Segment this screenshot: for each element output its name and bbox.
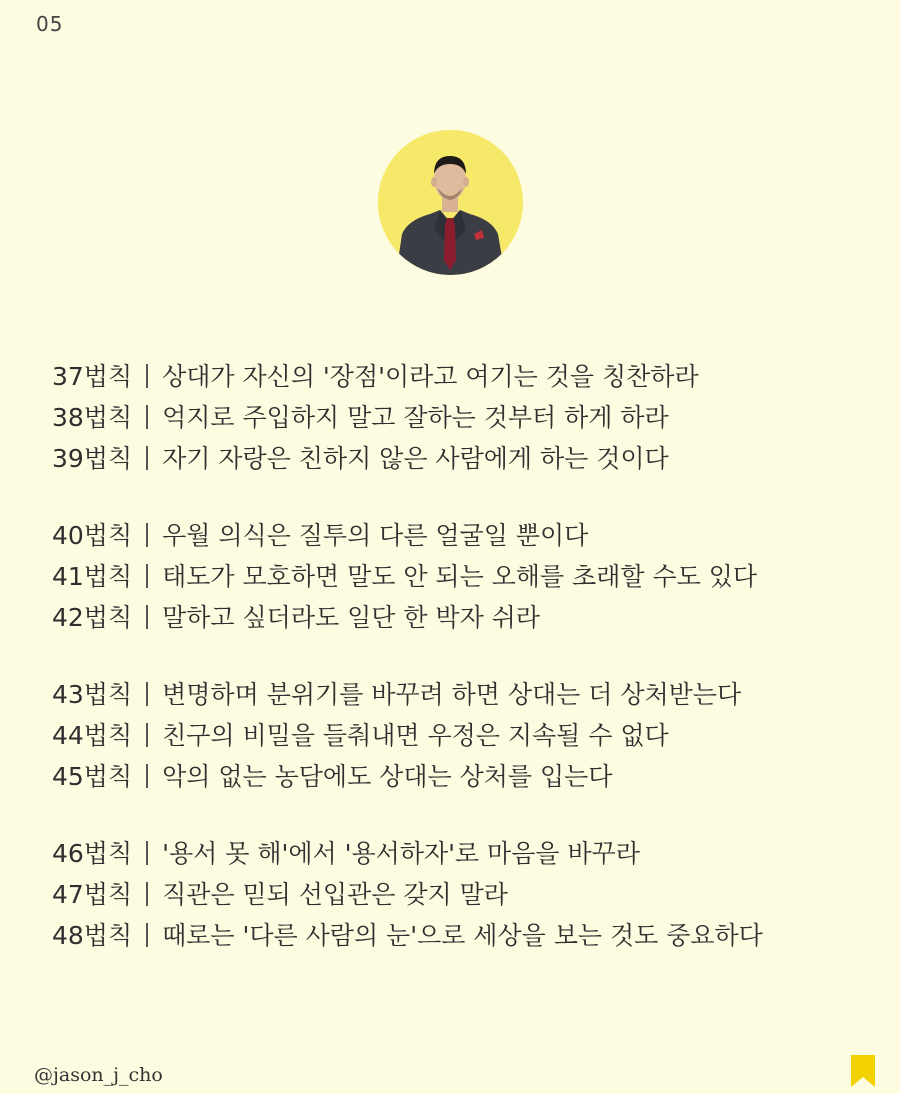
rule-number: 48법칙	[52, 921, 133, 950]
rule-text: 때로는 '다른 사람의 눈'으로 세상을 보는 것도 중요하다	[162, 921, 763, 950]
rule-number: 42법칙	[52, 603, 133, 632]
separator-bar	[146, 841, 148, 865]
separator-bar	[146, 523, 148, 547]
rule-group	[52, 674, 892, 797]
rule-text: 억지로 주입하지 말고 잘하는 것부터 하게 하라	[162, 403, 669, 432]
rule-item	[52, 515, 892, 556]
rule-number: 44법칙	[52, 721, 133, 750]
author-handle: @jason_j_cho	[34, 1064, 163, 1086]
separator-bar	[146, 764, 148, 788]
avatar-portrait	[378, 130, 523, 275]
rule-group	[52, 356, 892, 479]
rule-text: 자기 자랑은 친하지 않은 사람에게 하는 것이다	[162, 444, 669, 473]
rule-item	[52, 556, 892, 597]
rule-number: 46법칙	[52, 839, 133, 868]
rule-group	[52, 515, 892, 638]
separator-bar	[146, 923, 148, 947]
separator-bar	[146, 723, 148, 747]
rule-text: 변명하며 분위기를 바꾸려 하면 상대는 더 상처받는다	[162, 680, 742, 709]
rule-item	[52, 356, 892, 397]
rule-item	[52, 438, 892, 479]
separator-bar	[146, 605, 148, 629]
rule-number: 45법칙	[52, 762, 133, 791]
separator-bar	[146, 564, 148, 588]
avatar	[378, 130, 523, 275]
rule-number: 38법칙	[52, 403, 133, 432]
rule-item	[52, 715, 892, 756]
rule-text: '용서 못 해'에서 '용서하자'로 마음을 바꾸라	[162, 839, 640, 868]
rule-number: 39법칙	[52, 444, 133, 473]
rule-text: 태도가 모호하면 말도 안 되는 오해를 초래할 수도 있다	[162, 562, 758, 591]
rule-item	[52, 397, 892, 438]
separator-bar	[146, 882, 148, 906]
rule-text: 말하고 싶더라도 일단 한 박자 쉬라	[162, 603, 540, 632]
rules-list	[52, 356, 892, 992]
rule-item	[52, 915, 892, 956]
rule-item	[52, 597, 892, 638]
page-number: 05	[36, 12, 64, 36]
rule-group	[52, 833, 892, 956]
rule-number: 43법칙	[52, 680, 133, 709]
rule-number: 47법칙	[52, 880, 133, 909]
separator-bar	[146, 364, 148, 388]
rule-item	[52, 674, 892, 715]
rule-item	[52, 833, 892, 874]
rule-item	[52, 756, 892, 797]
rule-text: 상대가 자신의 '장점'이라고 여기는 것을 칭찬하라	[162, 362, 699, 391]
rule-text: 악의 없는 농담에도 상대는 상처를 입는다	[162, 762, 613, 791]
rule-text: 직관은 믿되 선입관은 갖지 말라	[162, 880, 508, 909]
rule-item	[52, 874, 892, 915]
separator-bar	[146, 682, 148, 706]
separator-bar	[146, 405, 148, 429]
rule-number: 37법칙	[52, 362, 133, 391]
rule-text: 친구의 비밀을 들춰내면 우정은 지속될 수 없다	[162, 721, 669, 750]
rule-number: 40법칙	[52, 521, 133, 550]
rule-number: 41법칙	[52, 562, 133, 591]
rule-text: 우월 의식은 질투의 다른 얼굴일 뿐이다	[162, 521, 589, 550]
bookmark-icon[interactable]	[851, 1055, 875, 1087]
separator-bar	[146, 446, 148, 470]
